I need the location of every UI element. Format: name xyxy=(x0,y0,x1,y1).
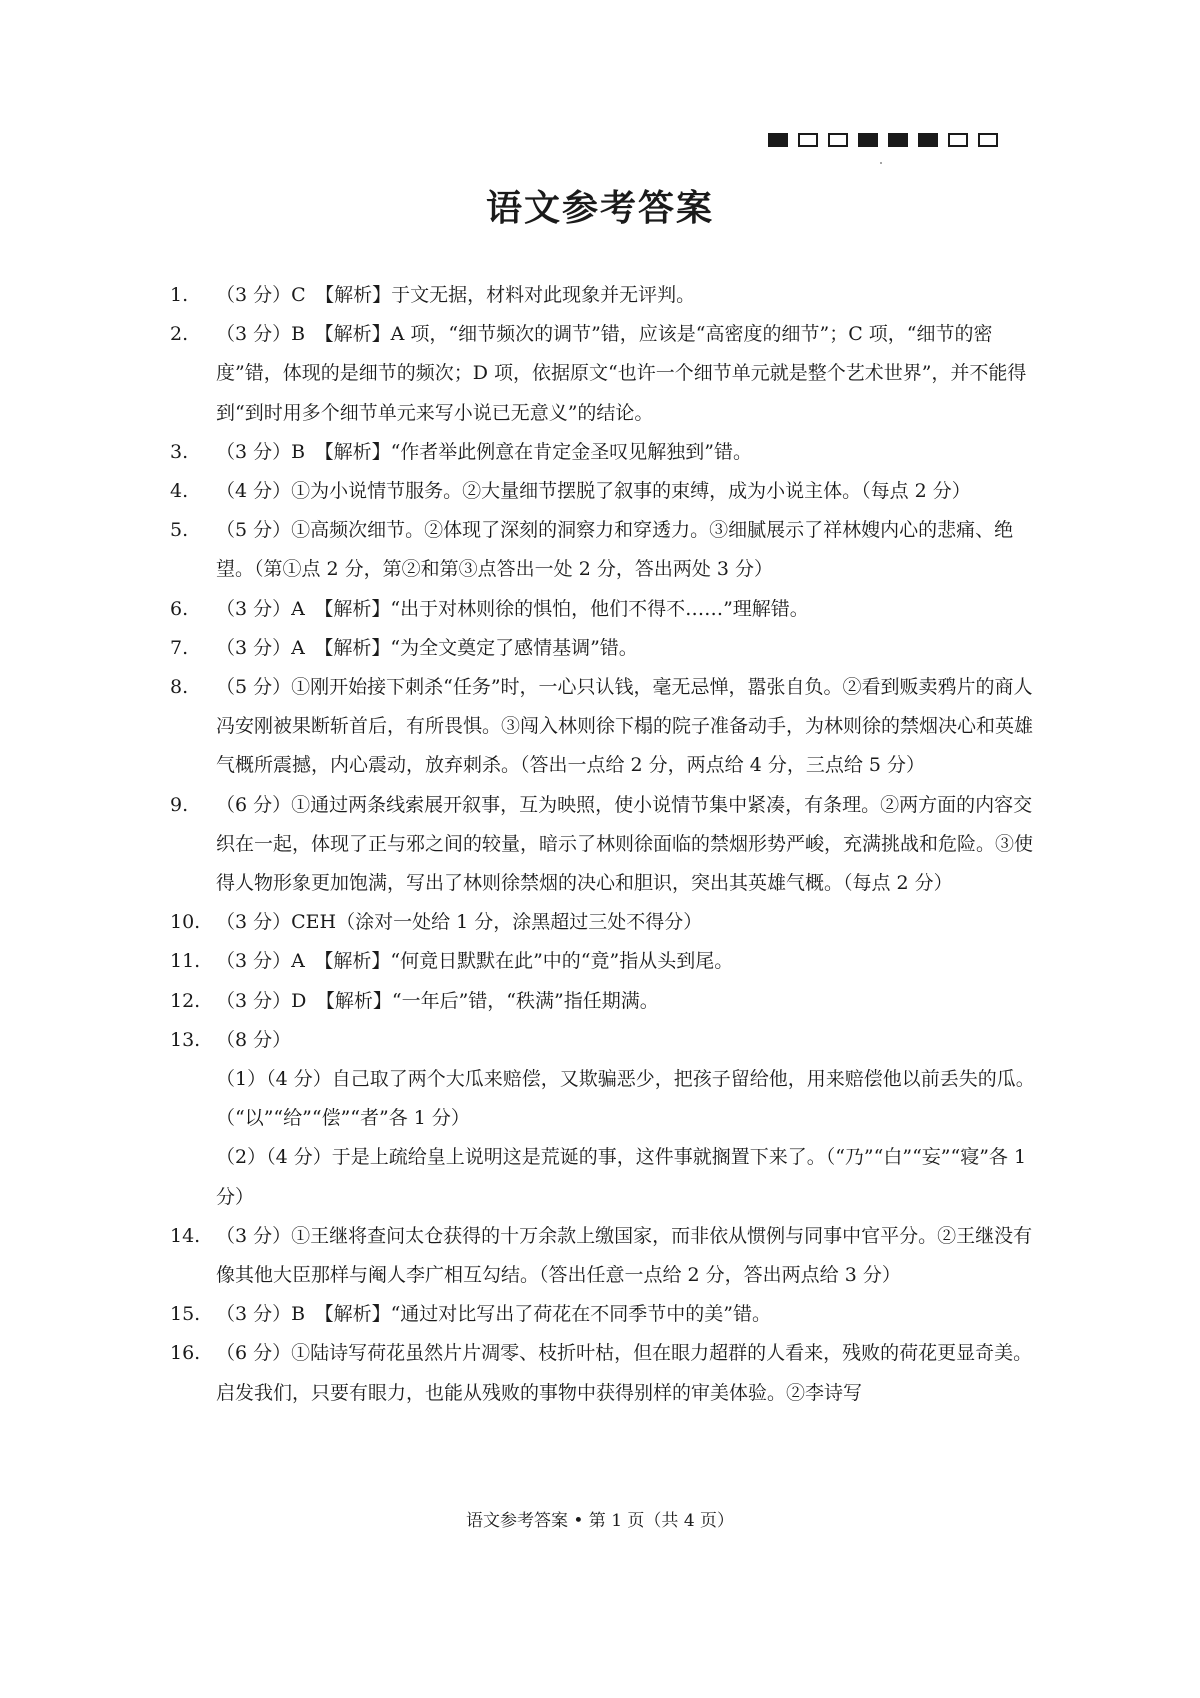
answer-text: （3 分）C 【解析】于文无据，材料对此现象并无评判。 xyxy=(216,284,696,306)
answer-subitem xyxy=(170,1138,1036,1216)
answer-number: 12. xyxy=(170,989,201,1012)
answer-text: （3 分）D 【解析】“一年后”错，“秩满”指任期满。 xyxy=(216,989,659,1012)
answer-text: （5 分）①高频次细节。②体现了深刻的洞察力和穿透力。③细腻展示了祥林嫂内心的悲痛、绝望。（第①点 2 分，第②和第③点答出一处 2 分，答出两处 3 分） xyxy=(216,519,1014,581)
answer-item xyxy=(170,942,1036,981)
header-marker-boxes xyxy=(768,133,998,147)
answer-text: （3 分）A 【解析】“为全文奠定了感情基调”错。 xyxy=(216,636,638,659)
answer-number: 15. xyxy=(170,1303,201,1326)
answer-item xyxy=(170,1334,1036,1412)
marker-box xyxy=(978,133,998,147)
answer-text: （6 分）①陆诗写荷花虽然片片凋零、枝折叶枯，但在眼力超群的人看来，残败的荷花更显奇美。启发我们，只要有眼力，也能从残败的事物中获得别样的审美体验。②李诗写 xyxy=(216,1342,1033,1404)
marker-box xyxy=(888,133,908,147)
answer-text: （3 分）①王继将查问太仓获得的十万余款上缴国家，而非依从惯例与同事中官平分。②王继没有像其他大臣那样与阉人李广相互勾结。（答出任意一点给 2 分，答出两点给 3 分） xyxy=(216,1224,1033,1287)
answer-item xyxy=(170,1217,1036,1295)
answer-text: （3 分）B 【解析】“作者举此例意在肯定金圣叹见解独到”错。 xyxy=(216,440,753,463)
scan-dot xyxy=(880,162,882,164)
answer-text: （3 分）A 【解析】“出于对林则徐的惧怕，他们不得不……”理解错。 xyxy=(216,597,809,620)
answer-item xyxy=(170,276,1036,315)
answer-number: 5. xyxy=(170,519,189,542)
answer-item xyxy=(170,786,1036,904)
marker-box xyxy=(858,133,878,147)
answer-item xyxy=(170,982,1036,1021)
answer-text: （3 分）CEH（涂对一处给 1 分，涂黑超过三处不得分） xyxy=(216,911,703,934)
answer-text: （2）（4 分）于是上疏给皇上说明这是荒诞的事，这件事就搁置下来了。（“乃”“白”“妄”“寝”各 1 分） xyxy=(216,1146,1027,1208)
page-title: 语文参考答案 xyxy=(485,187,714,229)
marker-box xyxy=(768,133,788,147)
answer-number: 4. xyxy=(170,480,189,503)
answer-text: （8 分） xyxy=(216,1028,292,1051)
answer-number: 8. xyxy=(170,676,189,699)
answer-number: 6. xyxy=(170,597,189,620)
marker-box xyxy=(918,133,938,147)
marker-box xyxy=(828,133,848,147)
answer-item xyxy=(170,903,1036,942)
answer-text: （3 分）B 【解析】“通过对比写出了荷花在不同季节中的美”错。 xyxy=(216,1303,772,1326)
answer-item xyxy=(170,668,1036,786)
answer-text: （6 分）①通过两条线索展开叙事，互为映照，使小说情节集中紧凑，有条理。②两方面的内容交织在一起，体现了正与邪之间的较量，暗示了林则徐面临的禁烟形势严峻，充满挑战和危险。③使得人物形象更加饱满，写出了林则徐禁烟的决心和胆识，突出其英雄气概。（每点 2 分） xyxy=(216,793,1034,895)
answer-item xyxy=(170,433,1036,472)
answer-item xyxy=(170,511,1036,589)
answer-list xyxy=(170,276,1036,1413)
answer-number: 2. xyxy=(170,323,189,346)
answer-item xyxy=(170,590,1036,629)
answer-number: 14. xyxy=(170,1224,201,1247)
answer-number: 1. xyxy=(170,284,189,306)
answer-number: 16. xyxy=(170,1342,201,1365)
answer-number: 13. xyxy=(170,1028,201,1051)
answer-number: 3. xyxy=(170,440,189,463)
marker-box xyxy=(948,133,968,147)
answer-text: （1）（4 分）自己取了两个大瓜来赔偿，又欺骗恶少，把孩子留给他，用来赔偿他以前丢失的瓜。（“以”“给”“偿”“者”各 1 分） xyxy=(216,1068,1035,1130)
answer-item xyxy=(170,1295,1036,1334)
answer-item xyxy=(170,315,1036,433)
answer-text: （3 分）B 【解析】A 项，“细节频次的调节”错，应该是“高密度的细节”；C 项，“细节的密度”错，体现的是细节的频次；D 项，依据原文“也许一个细节单元就是整个艺术世界”，并不能得到“到时用多个细节单元来写小说已无意义”的结论。 xyxy=(216,323,1027,424)
page-footer: 语文参考答案 • 第 1 页（共 4 页） xyxy=(465,1511,735,1531)
answer-text: （3 分）A 【解析】“何竟日默默在此”中的“竟”指从头到尾。 xyxy=(216,950,734,973)
answer-number: 7. xyxy=(170,636,189,659)
answer-text: （4 分）①为小说情节服务。②大量细节摆脱了叙事的束缚，成为小说主体。（每点 2 分） xyxy=(216,480,971,503)
answer-number: 11. xyxy=(170,950,201,973)
answer-item xyxy=(170,1021,1036,1060)
answer-number: 9. xyxy=(170,793,189,816)
answer-subitem xyxy=(170,1060,1036,1138)
answer-item xyxy=(170,472,1036,511)
marker-box xyxy=(798,133,818,147)
answer-item xyxy=(170,629,1036,668)
answer-number: 10. xyxy=(170,911,201,934)
answer-text: （5 分）①刚开始接下刺杀“任务”时，一心只认钱，毫无忌惮，嚣张自负。②看到贩卖鸦片的商人冯安刚被果断斩首后，有所畏惧。③闯入林则徐下榻的院子准备动手，为林则徐的禁烟决心和英雄气概所震撼，内心震动，放弃刺杀。（答出一点给 2 分，两点给 4 分，三点给 5 分） xyxy=(216,676,1034,777)
